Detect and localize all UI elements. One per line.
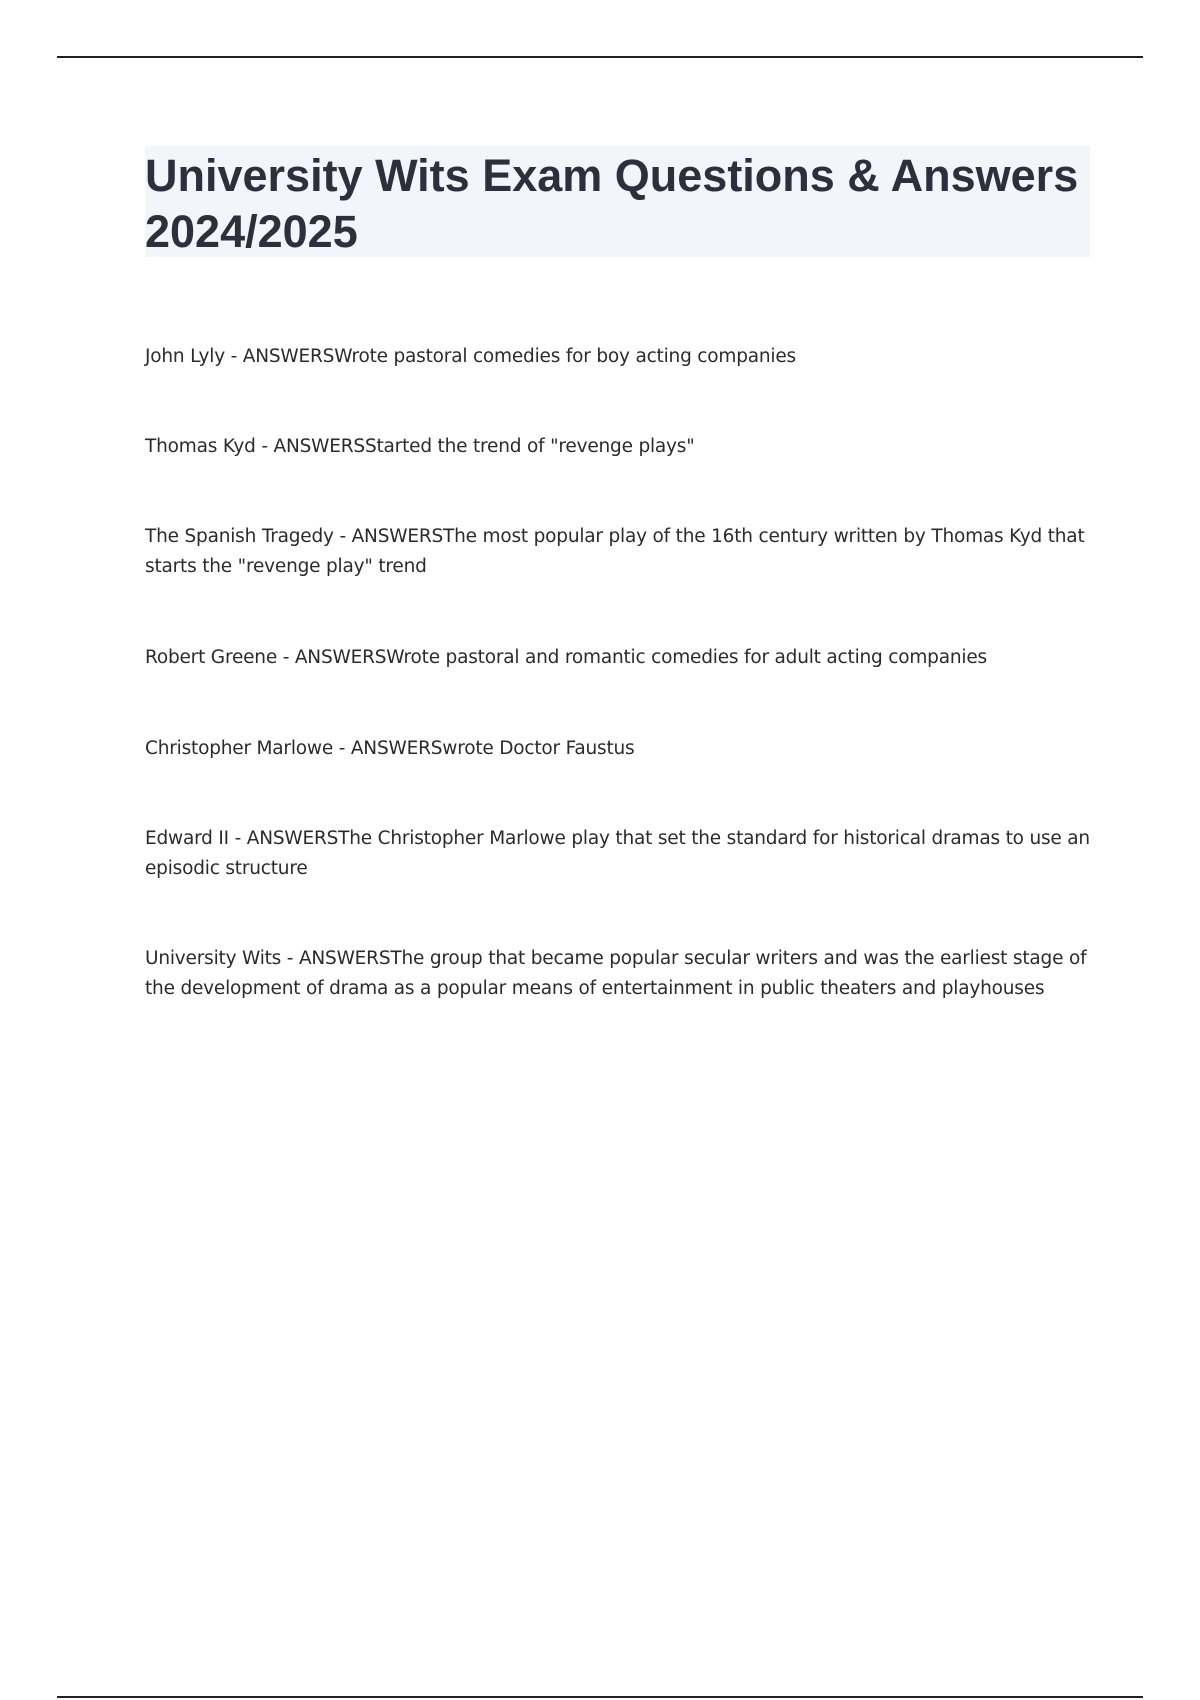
qa-item: Robert Greene - ANSWERSWrote pastoral and romantic comedies for adult acting companies <box>145 647 987 668</box>
top-divider <box>57 56 1143 58</box>
qa-item: Thomas Kyd - ANSWERSStarted the trend of "revenge plays" <box>145 436 695 457</box>
qa-item: University Wits - ANSWERSThe group that became popular secular writers and was the earliest stage of the development of drama as a popular means of entertainment in public theaters and playhouses <box>145 948 1087 999</box>
qa-item: Edward II - ANSWERSThe Christopher Marlowe play that set the standard for historical dramas to use an episodic structure <box>145 828 1090 879</box>
qa-item: Christopher Marlowe - ANSWERSwrote Doctor Faustus <box>145 738 635 759</box>
page-title: University Wits Exam Questions & Answers 2024/2025 <box>145 150 1079 257</box>
qa-item: The Spanish Tragedy - ANSWERSThe most popular play of the 16th century written by Thomas Kyd that starts the "revenge play" trend <box>145 526 1085 577</box>
title-block <box>145 146 1090 257</box>
bottom-divider <box>57 1696 1143 1698</box>
qa-item: John Lyly - ANSWERSWrote pastoral comedies for boy acting companies <box>145 346 796 367</box>
